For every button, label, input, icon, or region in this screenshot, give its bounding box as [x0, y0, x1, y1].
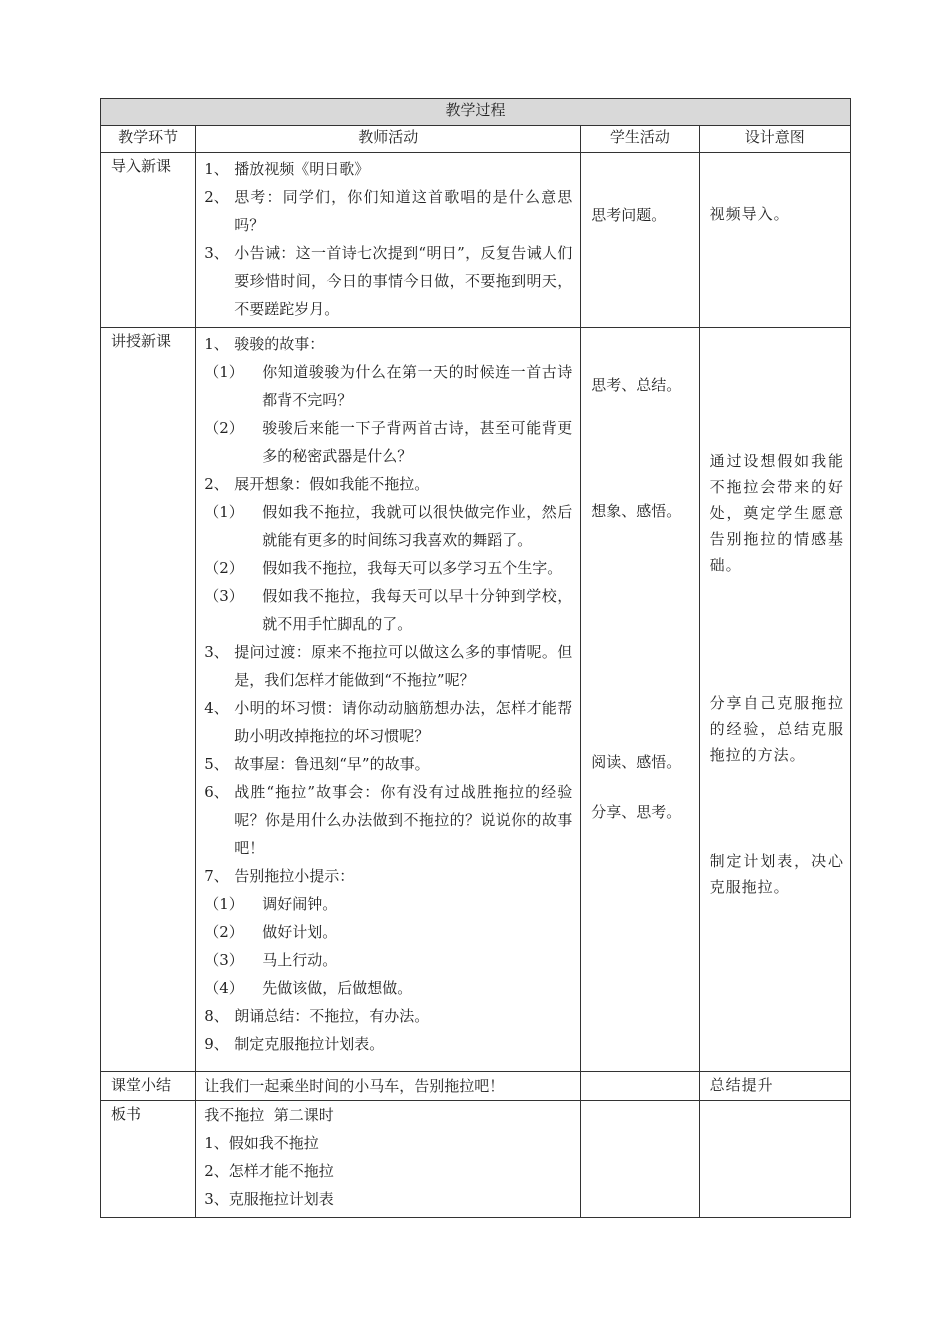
design-intent-summary: 总结提升 — [699, 1072, 850, 1101]
list-item: 1、 播放视频《明日歌》 — [204, 160, 370, 178]
design-item: 分享自己克服拖拉的经验，总结克服拖拉的方法。 — [709, 694, 844, 764]
header-stage: 教学环节 — [101, 126, 196, 153]
student-item: 分享、思考。 — [591, 803, 682, 821]
board-content — [196, 1101, 581, 1218]
design-intent-intro: 视频导入。 — [699, 153, 850, 328]
header-student-activity: 学生活动 — [581, 126, 699, 153]
design-item: 通过设想假如我能不拖拉会带来的好处，奠定学生愿意告别拖拉的情感基础。 — [709, 452, 844, 574]
student-activity-lecture — [581, 328, 699, 1072]
student-item: 阅读、感悟。 — [591, 753, 682, 771]
student-activity-board — [581, 1101, 699, 1218]
student-activity-summary — [581, 1072, 699, 1101]
list-item: （1） 你知道骏骏为什么在第一天的时候连一首古诗都背不完吗？ — [204, 363, 573, 409]
list-item: 3、 提问过渡：原来不拖拉可以做这么多的事情呢。但是，我们怎样才能做到“不拖拉”呢？ — [204, 643, 573, 689]
section-name-summary: 课堂小结 — [101, 1072, 196, 1101]
list-item: 1、 骏骏的故事： — [204, 335, 325, 353]
design-intent-lecture — [699, 328, 850, 1072]
board-line: 1、假如我不拖拉 — [204, 1134, 319, 1152]
list-item: 2、 展开想象：假如我能不拖拉。 — [204, 475, 430, 493]
list-item: （3） 假如我不拖拉，我每天可以早十分钟到学校，就不用手忙脚乱的了。 — [204, 587, 573, 633]
list-item: （1） 假如我不拖拉，我就可以很快做完作业，然后就能有更多的时间练习我喜欢的舞蹈了。 — [204, 503, 573, 549]
section-name-lecture: 讲授新课 — [101, 328, 196, 1072]
list-item: 2、 思考：同学们，你们知道这首歌唱的是什么意思吗？ — [204, 188, 573, 234]
student-activity-intro: 思考问题。 — [581, 153, 699, 328]
design-item: 制定计划表，决心克服拖拉。 — [709, 852, 844, 896]
section-name-board: 板书 — [101, 1101, 196, 1218]
list-item: （2） 做好计划。 — [204, 923, 338, 941]
row-intro — [101, 153, 851, 328]
list-item: 6、 战胜“拖拉”故事会：你有没有过战胜拖拉的经验呢？你是用什么办法做到不拖拉的？说说你的故事吧！ — [204, 783, 573, 857]
design-intent-board — [699, 1101, 850, 1218]
board-line: 3、克服拖拉计划表 — [204, 1190, 334, 1208]
list-item: （2） 骏骏后来能一下子背两首古诗，甚至可能背更多的秘密武器是什么？ — [204, 419, 573, 465]
list-item: 3、 小告诫：这一首诗七次提到“明日”，反复告诫人们要珍惜时间，今日的事情今日做，不要拖到明天，不要蹉跎岁月。 — [204, 244, 573, 318]
list-item: 4、 小明的坏习惯：请你动动脑筋想办法，怎样才能帮助小明改掉拖拉的坏习惯呢？ — [204, 699, 573, 745]
list-item: （4） 先做该做，后做想做。 — [204, 979, 413, 997]
teacher-activity-summary: 让我们一起乘坐时间的小马车，告别拖拉吧！ — [196, 1072, 581, 1101]
section-name-intro: 导入新课 — [101, 153, 196, 328]
table-title: 教学过程 — [101, 99, 851, 126]
list-item: 8、 朗诵总结：不拖拉，有办法。 — [204, 1007, 430, 1025]
board-line: 2、怎样才能不拖拉 — [204, 1162, 334, 1180]
student-item: 想象、感悟。 — [591, 502, 682, 520]
teaching-process-table — [100, 98, 851, 1218]
list-item: 9、 制定克服拖拉计划表。 — [204, 1035, 385, 1053]
list-item: （1） 调好闹钟。 — [204, 895, 338, 913]
board-line: 我不拖拉 第二课时 — [204, 1106, 334, 1124]
list-item: （3） 马上行动。 — [204, 951, 338, 969]
header-design-intent: 设计意图 — [699, 126, 850, 153]
header-teacher-activity: 教师活动 — [196, 126, 581, 153]
list-item: （2） 假如我不拖拉，我每天可以多学习五个生字。 — [204, 559, 563, 577]
teacher-activity-intro — [196, 153, 581, 328]
list-item: 7、 告别拖拉小提示： — [204, 867, 355, 885]
list-item: 5、 故事屋：鲁迅刻“早”的故事。 — [204, 755, 430, 773]
teacher-activity-lecture — [196, 328, 581, 1072]
row-summary — [101, 1072, 851, 1101]
row-lecture — [101, 328, 851, 1072]
student-item: 思考、总结。 — [591, 376, 682, 394]
row-board — [101, 1101, 851, 1218]
